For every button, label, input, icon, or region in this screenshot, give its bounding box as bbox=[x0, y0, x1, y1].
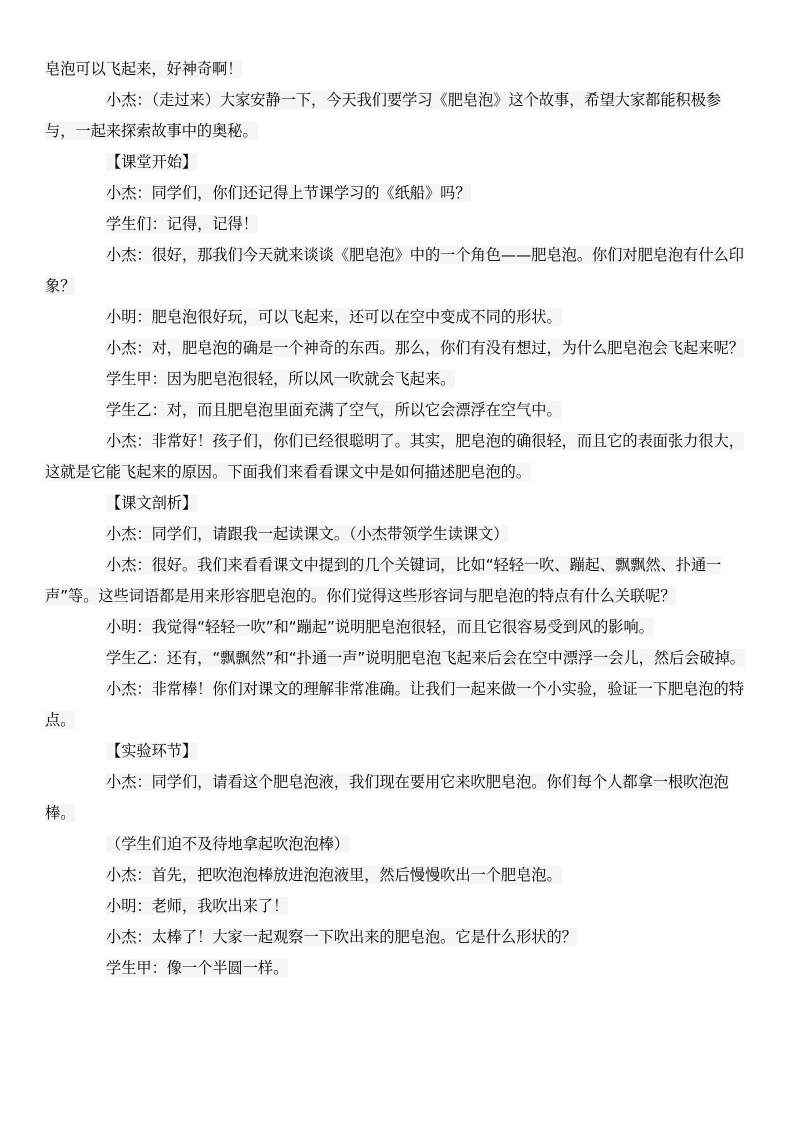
paragraph bbox=[45, 674, 750, 736]
text-line: 小杰：很好，那我们今天就来谈谈《肥皂泡》中的一个角色——肥皂泡。你们对肥皂泡有什么印象？ bbox=[45, 246, 744, 295]
paragraph bbox=[45, 54, 750, 85]
text-line: 【课文剖析】 bbox=[106, 494, 198, 512]
text-line: 小杰：同学们，你们还记得上节课学习的《纸船》吗？ bbox=[106, 184, 471, 202]
paragraph bbox=[45, 953, 750, 984]
text-line: 小杰：很好。我们来看看课文中提到的几个关键词，比如“轻轻一吹、蹦起、飘飘然、扑通一声”等。这些词语都是用来形容肥皂泡的。你们觉得这些形容词与肥皂泡的特点有什么关联呢？ bbox=[45, 556, 722, 605]
text-line: 【课堂开始】 bbox=[106, 153, 198, 171]
text-line: 小杰：非常好！孩子们，你们已经很聪明了。其实，肥皂泡的确很轻，而且它的表面张力很大，这就是它能飞起来的原因。下面我们来看看课文中是如何描述肥皂泡的。 bbox=[45, 432, 744, 481]
text-line: 皂泡可以飞起来，好神奇啊！ bbox=[45, 60, 243, 78]
text-line: 小明：我觉得“轻轻一吹”和“蹦起”说明肥皂泡很轻，而且它很容易受到风的影响。 bbox=[106, 618, 654, 636]
paragraph bbox=[45, 426, 750, 488]
text-line: 学生甲：因为肥皂泡很轻，所以风一吹就会飞起来。 bbox=[106, 370, 456, 388]
paragraph bbox=[45, 643, 750, 674]
section-heading bbox=[45, 147, 750, 178]
paragraph bbox=[45, 922, 750, 953]
paragraph bbox=[45, 519, 750, 550]
text-line: 小杰：（走过来）大家安静一下，今天我们要学习《肥皂泡》这个故事，希望大家都能积极参与，一起来探索故事中的奥秘。 bbox=[45, 91, 722, 140]
paragraph bbox=[45, 891, 750, 922]
text-line: 【实验环节】 bbox=[106, 742, 198, 760]
document-body bbox=[45, 54, 750, 984]
paragraph bbox=[45, 767, 750, 829]
paragraph bbox=[45, 395, 750, 426]
paragraph bbox=[45, 178, 750, 209]
paragraph bbox=[45, 612, 750, 643]
text-line: 学生乙：对，而且肥皂泡里面充满了空气，所以它会漂浮在空气中。 bbox=[106, 401, 562, 419]
section-heading bbox=[45, 488, 750, 519]
text-line: 小明：老师，我吹出来了！ bbox=[106, 897, 289, 915]
stage-direction bbox=[45, 829, 750, 860]
text-line: 学生甲：像一个半圆一样。 bbox=[106, 959, 289, 977]
paragraph bbox=[45, 302, 750, 333]
text-line: 小明：肥皂泡很好玩，可以飞起来，还可以在空中变成不同的形状。 bbox=[106, 308, 562, 326]
text-line: 小杰：对，肥皂泡的确是一个神奇的东西。那么，你们有没有想过，为什么肥皂泡会飞起来呢？ bbox=[106, 339, 744, 357]
paragraph bbox=[45, 860, 750, 891]
text-line: 学生乙：还有，“飘飘然”和“扑通一声”说明肥皂泡飞起来后会在空中漂浮一会儿，然后会破掉。 bbox=[106, 649, 745, 667]
paragraph bbox=[45, 85, 750, 147]
text-line: 小杰：同学们，请跟我一起读课文。（小杰带领学生读课文） bbox=[106, 525, 509, 543]
paragraph bbox=[45, 240, 750, 302]
paragraph bbox=[45, 550, 750, 612]
paragraph bbox=[45, 209, 750, 240]
text-line: 学生们：记得，记得！ bbox=[106, 215, 258, 233]
text-line: 小杰：同学们，请看这个肥皂泡液，我们现在要用它来吹肥皂泡。你们每个人都拿一根吹泡泡棒。 bbox=[45, 773, 729, 822]
text-line: 小杰：非常棒！你们对课文的理解非常准确。让我们一起来做一个小实验，验证一下肥皂泡的特点。 bbox=[45, 680, 744, 729]
text-line: 小杰：太棒了！大家一起观察一下吹出来的肥皂泡。它是什么形状的？ bbox=[106, 928, 577, 946]
text-line: （学生们迫不及待地拿起吹泡泡棒） bbox=[106, 835, 349, 853]
paragraph bbox=[45, 364, 750, 395]
paragraph bbox=[45, 333, 750, 364]
section-heading bbox=[45, 736, 750, 767]
text-line: 小杰：首先，把吹泡泡棒放进泡泡液里，然后慢慢吹出一个肥皂泡。 bbox=[106, 866, 562, 884]
